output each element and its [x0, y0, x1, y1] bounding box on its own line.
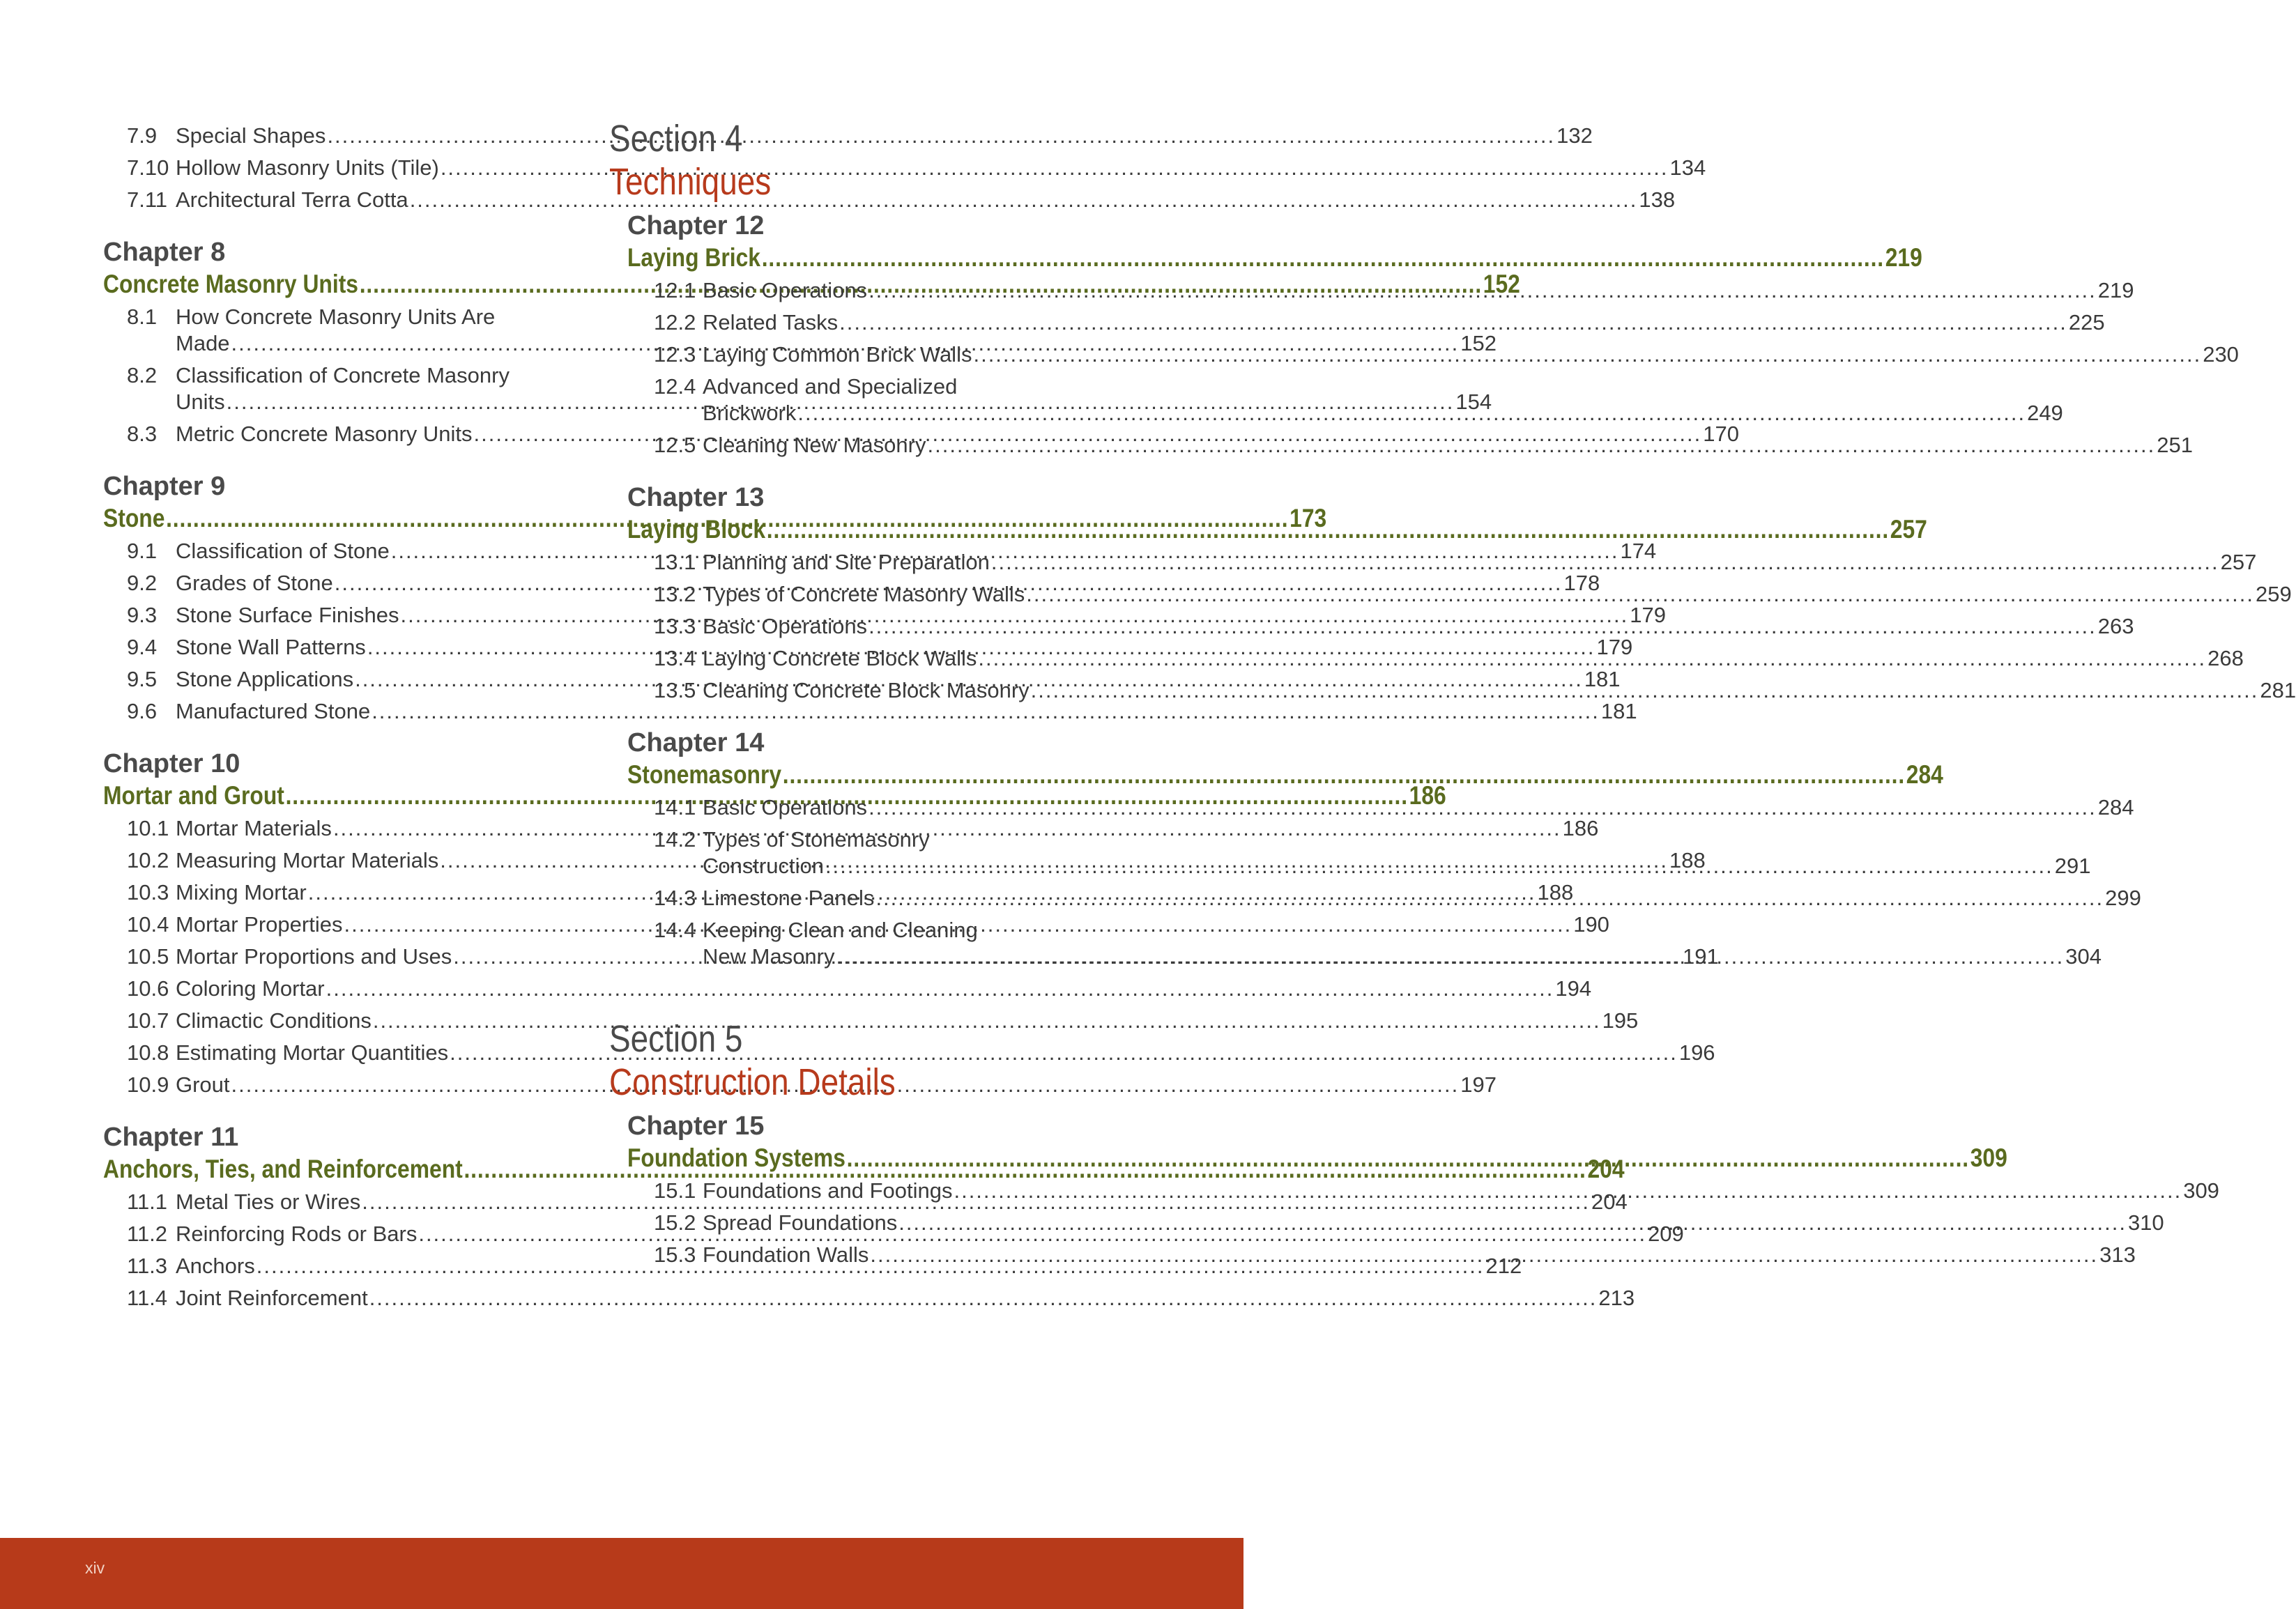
entry-page: 174: [1620, 539, 1657, 563]
entry-number: 14.1: [654, 795, 696, 819]
entry-page: 299: [2105, 886, 2141, 910]
entry-title: Reinforcing Rods or Bars: [176, 1222, 418, 1246]
entry-number: 13.3: [654, 614, 696, 638]
entry-body: [703, 914, 2102, 970]
chapter-page: 219: [1885, 243, 1922, 272]
entry-page: 309: [2183, 1178, 2219, 1203]
chapter-label: Chapter 10: [103, 749, 240, 778]
chapter-title-text: Stonemasonry: [627, 760, 782, 789]
entry-number: 9.3: [127, 603, 158, 627]
entry-page: 304: [2065, 944, 2102, 969]
entry-title: Stone Wall Patterns: [176, 635, 366, 659]
entry-title-line1: Keeping Clean and Cleaning: [703, 918, 978, 942]
entry-title: Basic Operations: [703, 614, 868, 638]
entry-title: Grout: [176, 1072, 230, 1097]
chapter-label: Chapter 15: [627, 1111, 765, 1141]
toc-entry[interactable]: [609, 307, 2105, 339]
entry-title: New Masonry: [703, 944, 835, 969]
section-title: Construction Details: [609, 1061, 896, 1103]
entry-number: 15.1: [654, 1178, 696, 1203]
dot-leader: [1031, 675, 2259, 707]
entry-page: 213: [1598, 1286, 1635, 1310]
dot-leader: [954, 1175, 2182, 1207]
dot-leader: [767, 513, 1889, 546]
entry-title: Laying Common Brick Walls: [703, 342, 972, 367]
entry-body: [703, 824, 2091, 879]
chapter-title-text: Stone: [103, 504, 165, 532]
entry-page: 268: [2207, 646, 2244, 670]
entry-number: 12.3: [654, 342, 696, 367]
entry-number: 12.4: [654, 374, 696, 399]
section-title: Techniques: [609, 161, 772, 203]
entry-page: 181: [1584, 667, 1621, 691]
entry-title: Types of Concrete Masonry Walls: [703, 582, 1025, 606]
entry-title: Mortar Properties: [176, 912, 343, 937]
entry-title-line1: Classification of Concrete Masonry: [176, 363, 510, 387]
footer-bar: [0, 1538, 1243, 1609]
entry-title: Architectural Terra Cotta: [176, 187, 408, 212]
entry-number: 12.2: [654, 310, 696, 334]
entry-title: Related Tasks: [703, 310, 839, 334]
dot-leader: [762, 241, 1884, 275]
entry-page: 310: [2127, 1210, 2164, 1235]
entry-page: 188: [1669, 848, 1706, 872]
dot-leader: [836, 944, 2065, 970]
dot-leader: [797, 400, 2026, 426]
entry-title: Basic Operations: [703, 795, 868, 819]
entry-number: 10.6: [127, 976, 169, 1001]
entry-number: 8.2: [127, 363, 158, 387]
entry-title: Metric Concrete Masonry Units: [176, 422, 473, 446]
entry-title: Manufactured Stone: [176, 699, 371, 723]
entry-page: 197: [1460, 1072, 1497, 1097]
entry-page: 219: [2097, 278, 2134, 302]
chapter-title-text: Laying Block: [627, 515, 766, 544]
entry-page: 249: [2027, 401, 2063, 425]
entry-title: Laying Concrete Block Walls: [703, 646, 977, 670]
entry-page: 170: [1703, 422, 1739, 446]
entry-title: Spread Foundations: [703, 1210, 898, 1235]
entry-number: 9.6: [127, 699, 158, 723]
entry-number: 10.5: [127, 944, 169, 969]
entry-title: Climactic Conditions: [176, 1008, 372, 1033]
entry-title: Mortar Proportions and Uses: [176, 944, 452, 969]
entry-title-line2: [703, 853, 2091, 879]
entry-number: 13.1: [654, 550, 696, 574]
entry-number: 10.7: [127, 1008, 169, 1033]
entry-page: 181: [1600, 699, 1637, 723]
entry-number: 9.1: [127, 539, 158, 563]
dot-leader: [783, 758, 1905, 792]
entry-number: 8.3: [127, 422, 158, 446]
toc-entry[interactable]: [103, 1005, 1639, 1037]
section-label: Section 4: [609, 118, 743, 160]
dot-leader: [978, 642, 2206, 675]
entry-page: 191: [1683, 944, 1719, 969]
entry-number: 10.3: [127, 880, 169, 904]
toc-entry[interactable]: [103, 695, 1637, 727]
dot-leader: [870, 1239, 2098, 1271]
entry-page: 154: [1455, 390, 1492, 414]
entry-title: Estimating Mortar Quantities: [176, 1040, 449, 1065]
chapter-label: Chapter 12: [627, 211, 765, 240]
entry-number: 13.5: [654, 678, 696, 702]
entry-page: 204: [1591, 1190, 1628, 1214]
entry-page: 230: [2203, 342, 2239, 367]
entry-number: 7.10: [127, 155, 169, 180]
entry-page: 259: [2256, 582, 2292, 606]
chapter-page: 152: [1483, 270, 1520, 298]
entry-title: Special Shapes: [176, 123, 326, 148]
entry-title: Coloring Mortar: [176, 976, 325, 1001]
entry-number: 9.2: [127, 571, 158, 595]
entry-page: 257: [2220, 550, 2257, 574]
dot-leader: [875, 882, 2104, 914]
chapter-label: Chapter 8: [103, 238, 226, 267]
entry-number: 15.3: [654, 1242, 696, 1267]
entry-page: 225: [2068, 310, 2105, 334]
toc-entry[interactable]: [103, 184, 1676, 216]
chapter-title[interactable]: [627, 758, 1943, 792]
entry-page: 190: [1573, 912, 1609, 937]
chapter-page: 204: [1587, 1155, 1625, 1183]
entry-page: 209: [1648, 1222, 1684, 1246]
dot-leader: [825, 853, 2053, 879]
dot-leader: [839, 307, 2067, 339]
entry-title: Cleaning New Masonry: [703, 433, 926, 457]
entry-page: 284: [2097, 795, 2134, 819]
entry-number: 11.2: [127, 1222, 168, 1246]
entry-title: Mortar Materials: [176, 816, 332, 840]
entry-number: 7.9: [127, 123, 158, 148]
entry-number: 11.3: [127, 1254, 168, 1278]
entry-title: Measuring Mortar Materials: [176, 848, 439, 872]
entry-title-line1: Advanced and Specialized: [703, 374, 958, 399]
entry-page: 152: [1460, 331, 1497, 355]
entry-page: 178: [1563, 571, 1600, 595]
chapter-title-text: Laying Brick: [627, 243, 760, 272]
entry-page: 195: [1602, 1008, 1639, 1033]
chapter-title-text: Anchors, Ties, and Reinforcement: [103, 1155, 463, 1183]
entry-number: 11.4: [127, 1286, 168, 1310]
entry-page: 291: [2054, 854, 2091, 878]
entry-title: Classification of Stone: [176, 539, 390, 563]
chapter-label: Chapter 14: [627, 728, 765, 757]
entry-page: 132: [1556, 123, 1593, 148]
entry-title: Brickwork: [703, 401, 797, 425]
chapter-page: 173: [1289, 504, 1327, 532]
entry-page: 186: [1562, 816, 1599, 840]
entry-title: Limestone Panels: [703, 886, 875, 910]
entry-number: 10.8: [127, 1040, 169, 1065]
dot-leader: [991, 546, 2219, 578]
chapter-page: 186: [1409, 781, 1446, 810]
toc-entry[interactable]: [103, 973, 1592, 1005]
dot-leader: [868, 610, 2097, 642]
dot-leader: [898, 1207, 2127, 1239]
entry-title: Anchors: [176, 1254, 255, 1278]
entry-page: 313: [2099, 1242, 2136, 1267]
entry-title: Units: [176, 390, 225, 414]
entry-title: Joint Reinforcement: [176, 1286, 368, 1310]
entry-number: 11.1: [127, 1190, 168, 1214]
entry-number: 12.5: [654, 433, 696, 457]
entry-title-line1: Types of Stonemasonry: [703, 827, 930, 852]
dot-leader: [847, 1141, 1969, 1175]
entry-title: Stone Surface Finishes: [176, 603, 399, 627]
entry-title: Cleaning Concrete Block Masonry: [703, 678, 1030, 702]
entry-page: 134: [1669, 155, 1706, 180]
entry-title-line2: [703, 944, 2102, 970]
entry-number: 14.2: [654, 827, 696, 852]
entry-number: 8.1: [127, 305, 158, 329]
dot-leader: [369, 1282, 1598, 1314]
entry-page: 263: [2097, 614, 2134, 638]
entry-number: 10.1: [127, 816, 169, 840]
entry-body: [703, 371, 2063, 426]
page-number: xiv: [85, 1559, 105, 1577]
chapter-page: 257: [1890, 515, 1927, 544]
entry-number: 9.4: [127, 635, 158, 659]
entry-title: Metal Ties or Wires: [176, 1190, 361, 1214]
entry-page: 188: [1537, 880, 1574, 904]
entry-number: 15.2: [654, 1210, 696, 1235]
chapter-label: Chapter 13: [627, 483, 765, 512]
entry-page: 179: [1630, 603, 1666, 627]
dot-leader: [973, 339, 2201, 371]
section-label: Section 5: [609, 1018, 743, 1060]
entry-number: 14.3: [654, 886, 696, 910]
chapter-title[interactable]: [627, 241, 1922, 275]
dot-leader: [927, 429, 2155, 461]
chapter-page: 284: [1906, 760, 1943, 789]
entry-page: 212: [1485, 1254, 1522, 1278]
entry-title: Stone Applications: [176, 667, 354, 691]
chapter-label: Chapter 9: [103, 472, 226, 501]
dot-leader: [868, 792, 2097, 824]
entry-number: 13.4: [654, 646, 696, 670]
entry-page: 194: [1555, 976, 1592, 1001]
entry-title: Foundations and Footings: [703, 1178, 953, 1203]
chapter-title-text: Concrete Masonry Units: [103, 270, 359, 298]
entry-title-line1: How Concrete Masonry Units Are: [176, 305, 496, 329]
entry-number: 9.5: [127, 667, 158, 691]
chapter-page: 309: [1970, 1144, 2007, 1172]
entry-page: 196: [1678, 1040, 1715, 1065]
entry-number: 13.2: [654, 582, 696, 606]
chapter-title-text: Mortar and Grout: [103, 781, 284, 810]
entry-page: 179: [1596, 635, 1633, 659]
entry-number: 10.2: [127, 848, 169, 872]
entry-page: 251: [2157, 433, 2193, 457]
toc-entry[interactable]: [103, 1282, 1635, 1314]
entry-number: 10.4: [127, 912, 169, 937]
entry-page: 281: [2260, 678, 2296, 702]
entry-title: Planning and Site Preparation: [703, 550, 990, 574]
chapter-title-text: Foundation Systems: [627, 1144, 845, 1172]
chapter-label: Chapter 11: [103, 1123, 239, 1152]
entry-title: Made: [176, 331, 230, 355]
entry-title: Grades of Stone: [176, 571, 333, 595]
entry-title: Mixing Mortar: [176, 880, 307, 904]
entry-number: 12.1: [654, 278, 696, 302]
entry-number: 10.9: [127, 1072, 169, 1097]
dot-leader: [868, 275, 2097, 307]
entry-page: 138: [1639, 187, 1676, 212]
entry-number: 14.4: [654, 918, 696, 942]
entry-title: Construction: [703, 854, 825, 878]
entry-title: Hollow Masonry Units (Tile): [176, 155, 439, 180]
entry-title-line2: [703, 400, 2063, 426]
entry-title: Basic Operations: [703, 278, 868, 302]
entry-title: Foundation Walls: [703, 1242, 869, 1267]
dot-leader: [1026, 578, 2254, 610]
entry-number: 7.11: [127, 187, 168, 212]
